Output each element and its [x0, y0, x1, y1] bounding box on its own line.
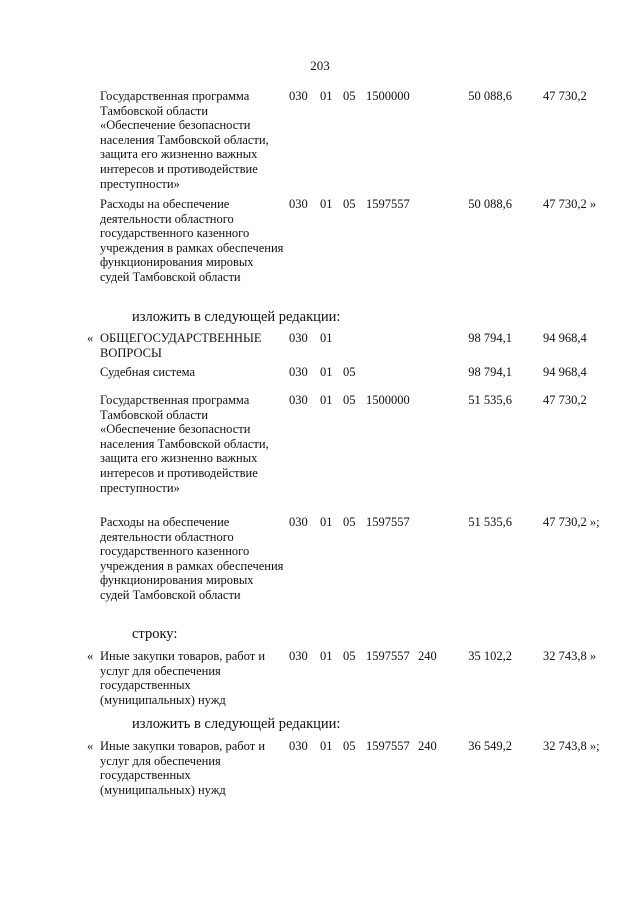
gr-code: 030: [289, 331, 308, 345]
amount-2: 47 730,2: [543, 89, 587, 103]
rz-code: 01: [320, 89, 333, 103]
row-name: Иные закупки товаров, работ и услуг для обеспечения государственных (муниципальных) нужд: [100, 739, 266, 797]
quote-mark: «: [87, 739, 94, 753]
row-name: Судебная система: [100, 365, 196, 379]
rz-code: 01: [320, 739, 333, 753]
vr-code: 240: [418, 649, 437, 663]
gr-code: 030: [289, 739, 308, 753]
amount-2: 32 743,8 »;: [543, 739, 600, 753]
page-number: 203: [310, 58, 330, 73]
amount-2: 94 968,4: [543, 331, 587, 345]
rz-code: 01: [320, 197, 333, 211]
vr-code: 240: [418, 739, 437, 753]
cs-code: 1500000: [366, 89, 410, 103]
amount-1: 50 088,6: [468, 89, 512, 103]
row-name: Государственная программа Тамбовской области «Обеспечение безопасности населения Тамбовской области, защита его жизненно важных интересов и противодействие преступности»: [100, 89, 269, 191]
instruction-edit: изложить в следующей редакции:: [132, 716, 341, 732]
cs-code: 1597557: [366, 739, 410, 753]
pr-code: 05: [343, 393, 356, 407]
gr-code: 030: [289, 365, 308, 379]
amount-1: 98 794,1: [468, 331, 512, 345]
pr-code: 05: [343, 197, 356, 211]
quote-mark: «: [87, 649, 94, 663]
amount-1: 98 794,1: [468, 365, 512, 379]
pr-code: 05: [343, 649, 356, 663]
gr-code: 030: [289, 89, 308, 103]
amount-2: 94 968,4: [543, 365, 587, 379]
cs-code: 1597557: [366, 197, 410, 211]
row-name: Государственная программа Тамбовской области «Обеспечение безопасности населения Тамбовской области, защита его жизненно важных интересов и противодействие преступности»: [100, 393, 269, 495]
amount-1: 50 088,6: [468, 197, 512, 211]
quote-mark: «: [87, 331, 94, 345]
amount-2: 47 730,2 »;: [543, 515, 600, 529]
amount-1: 51 535,6: [468, 393, 512, 407]
row-name: Иные закупки товаров, работ и услуг для обеспечения государственных (муниципальных) нужд: [100, 649, 266, 707]
gr-code: 030: [289, 515, 308, 529]
gr-code: 030: [289, 649, 308, 663]
amount-1: 51 535,6: [468, 515, 512, 529]
pr-code: 05: [343, 365, 356, 379]
pr-code: 05: [343, 739, 356, 753]
rz-code: 01: [320, 515, 333, 529]
row-name: ОБЩЕГОСУДАРСТВЕННЫЕ ВОПРОСЫ: [100, 331, 262, 360]
row-name: Расходы на обеспечение деятельности областного государственного казенного учреждения в рамках обеспечения функционирования мировых судей Тамбовской области: [100, 197, 284, 284]
amount-1: 36 549,2: [468, 739, 512, 753]
instruction-edit: изложить в следующей редакции:: [132, 309, 341, 325]
rz-code: 01: [320, 649, 333, 663]
gr-code: 030: [289, 393, 308, 407]
rz-code: 01: [320, 365, 333, 379]
amount-2: 47 730,2 »: [543, 197, 597, 211]
row-name: Расходы на обеспечение деятельности областного государственного казенного учреждения в рамках обеспечения функционирования мировых судей Тамбовской области: [100, 515, 284, 602]
amount-2: 32 743,8 »: [543, 649, 597, 663]
rz-code: 01: [320, 331, 333, 345]
cs-code: 1597557: [366, 649, 410, 663]
gr-code: 030: [289, 197, 308, 211]
instruction-row: строку:: [132, 626, 178, 642]
cs-code: 1500000: [366, 393, 410, 407]
amount-1: 35 102,2: [468, 649, 512, 663]
pr-code: 05: [343, 89, 356, 103]
rz-code: 01: [320, 393, 333, 407]
amount-2: 47 730,2: [543, 393, 587, 407]
cs-code: 1597557: [366, 515, 410, 529]
pr-code: 05: [343, 515, 356, 529]
